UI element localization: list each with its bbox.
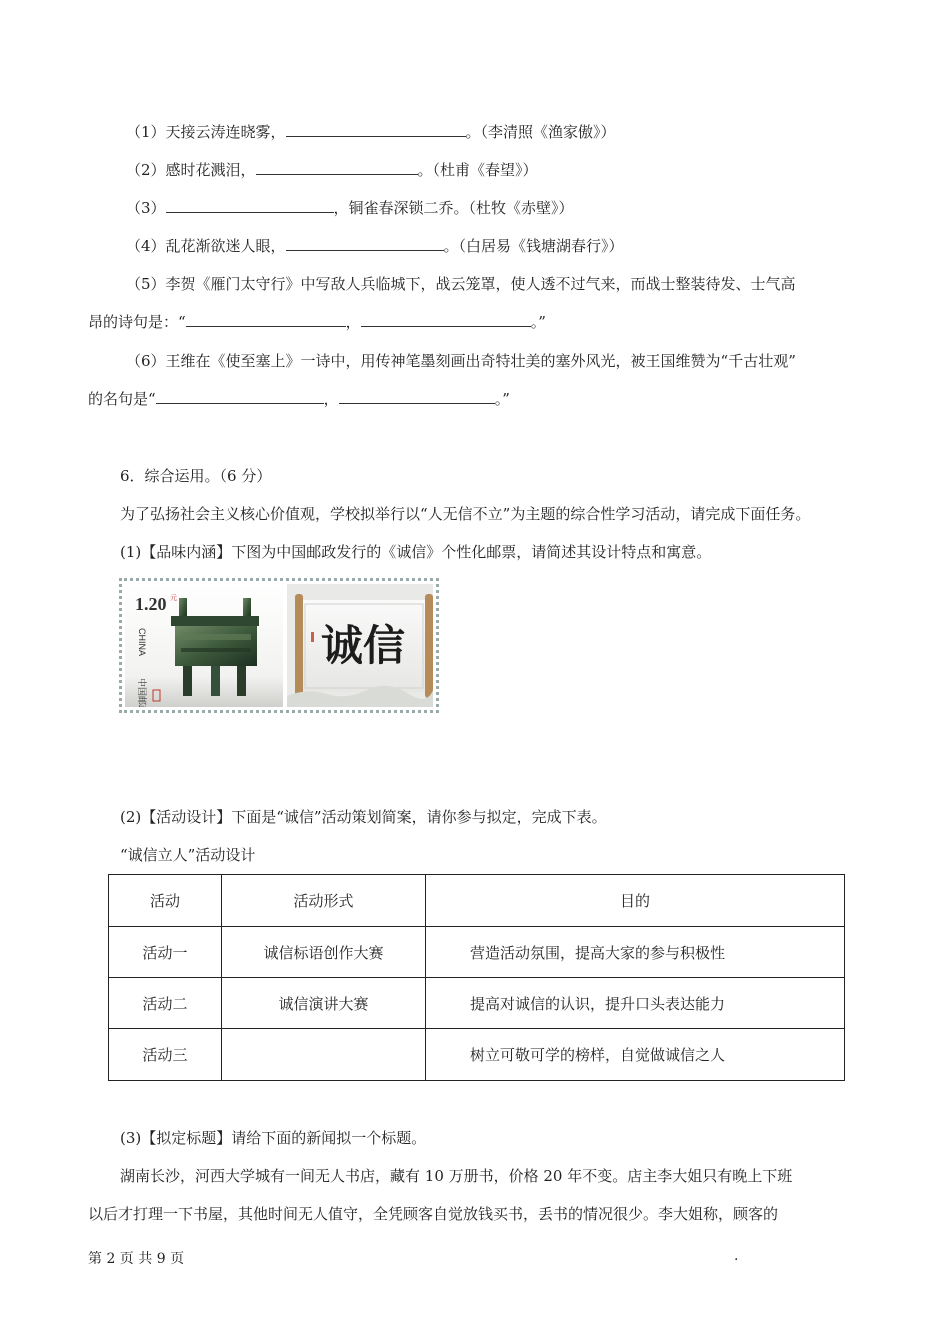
poem-q6-mid: ， <box>323 390 339 408</box>
news-line-2: 以后才打理一下书屋，其他时间无人值守，全凭顾客自觉放钱买书，丢书的情况很少。李大姐称，顾客的 <box>88 1205 779 1223</box>
poem-q4 <box>126 236 624 256</box>
table-header-cell: 目的 <box>426 875 845 927</box>
news-line-1: 湖南长沙，河西大学城有一间无人书店，藏有 10 万册书，价格 20 年不变。店主李大姐只有晚上下班 <box>120 1167 793 1185</box>
section-intro: 为了弘扬社会主义核心价值观，学校拟举行以“人无信不立”为主题的综合性学习活动，请完成下面任务。 <box>120 505 811 523</box>
poem-q3-pre: （3） <box>126 199 166 217</box>
poem-q1-pre: （1）天接云涛连晓雾， <box>126 123 286 141</box>
table-caption: “诚信立人”活动设计 <box>120 846 256 864</box>
answer-blank[interactable] <box>286 122 466 137</box>
table-row <box>109 978 845 1029</box>
poem-q5-pre: 昂的诗句是：“ <box>88 313 186 331</box>
poem-q2 <box>126 160 538 180</box>
task3-prompt: (3)【拟定标题】请给下面的新闻拟一个标题。 <box>120 1129 427 1147</box>
poem-q4-post: 。（白居易《钱塘湖春行》） <box>443 237 624 255</box>
activity-table <box>108 874 844 1080</box>
stamp-denomination: 1.20 <box>135 594 167 614</box>
answer-blank[interactable] <box>166 198 334 213</box>
poem-q6-pre: 的名句是“ <box>88 390 156 408</box>
answer-blank[interactable] <box>286 236 444 251</box>
table-header-row <box>109 875 845 927</box>
task2-prompt: (2)【活动设计】下面是“诚信”活动策划简案，请你参与拟定，完成下表。 <box>120 808 607 826</box>
poem-q6-line1: （6）王维在《使至塞上》一诗中，用传神笔墨刻画出奇特壮美的塞外风光，被王国维赞为“千古壮观” <box>126 352 796 370</box>
answer-blank[interactable] <box>256 160 418 175</box>
poem-q2-post: 。（杜甫《春望》） <box>417 161 538 179</box>
table-cell: 提高对诚信的认识，提升口头表达能力 <box>426 978 845 1029</box>
table-cell: 活动三 <box>109 1029 222 1081</box>
task1-prompt: (1)【品味内涵】下图为中国邮政发行的《诚信》个性化邮票，请简述其设计特点和寓意。 <box>120 543 712 561</box>
scroll-seal <box>311 632 314 642</box>
table-cell: 树立可敬可学的榜样，自觉做诚信之人 <box>426 1029 845 1081</box>
poem-q5-post: 。” <box>530 313 546 331</box>
poem-q1 <box>126 122 616 142</box>
table-cell: 活动一 <box>109 927 222 978</box>
stamp-country: CHINA <box>137 628 147 657</box>
footer-dot: . <box>734 1248 739 1264</box>
stamp-artwork <box>125 584 433 707</box>
page-number: 第 2 页 共 9 页 <box>88 1251 185 1267</box>
poem-q5-line2 <box>88 312 546 332</box>
table-cell: 诚信演讲大赛 <box>222 978 426 1029</box>
table-header-cell: 活动 <box>109 875 222 927</box>
stamp-unit: 元 <box>170 594 177 602</box>
answer-blank[interactable] <box>339 389 495 404</box>
stamp-post-name: 中国邮政 <box>136 678 146 707</box>
stamp-image <box>119 578 439 713</box>
answer-blank[interactable] <box>361 312 531 327</box>
table-row <box>109 1029 845 1081</box>
poem-q6-line2 <box>88 389 510 409</box>
poem-q4-pre: （4）乱花渐欲迷人眼， <box>126 237 286 255</box>
table-cell: 诚信标语创作大赛 <box>222 927 426 978</box>
poem-q5-mid: ， <box>345 313 361 331</box>
poem-q3-post: ，铜雀春深锁二乔。（杜牧《赤壁》） <box>333 199 574 217</box>
poem-q3 <box>126 198 574 218</box>
poem-q6-post: 。” <box>494 390 510 408</box>
answer-blank[interactable] <box>156 389 324 404</box>
table-cell-answer[interactable] <box>222 1029 426 1081</box>
poem-q2-pre: （2）感时花溅泪， <box>126 161 256 179</box>
poem-q1-post: 。（李清照《渔家傲》） <box>465 123 616 141</box>
table-header-cell: 活动形式 <box>222 875 426 927</box>
table-row <box>109 927 845 978</box>
table-cell: 营造活动氛围，提高大家的参与积极性 <box>426 927 845 978</box>
stamp-scroll-text: 诚信 <box>320 621 406 670</box>
answer-blank[interactable] <box>186 312 346 327</box>
poem-q5-line1: （5）李贺《雁门太守行》中写敌人兵临城下，战云笼罩，使人透不过气来，而战士整装待发、士气高 <box>126 275 796 293</box>
section-title: 6．综合运用。（6 分） <box>120 467 272 485</box>
table-cell: 活动二 <box>109 978 222 1029</box>
